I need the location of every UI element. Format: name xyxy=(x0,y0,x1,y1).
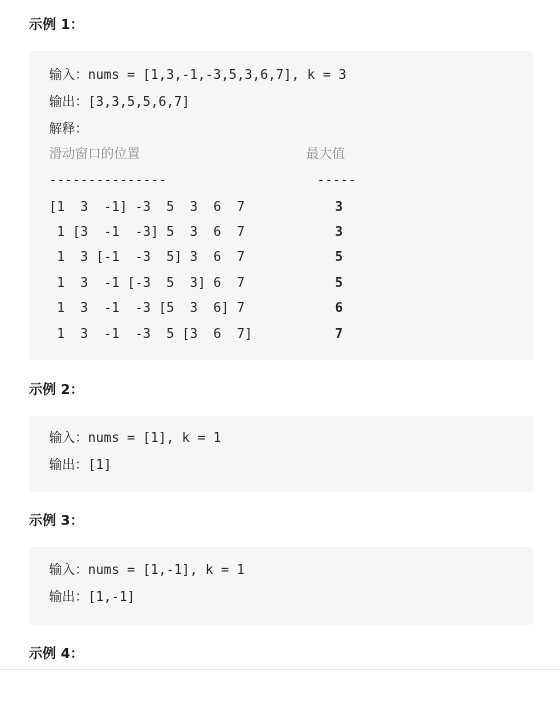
max-value: 5 xyxy=(335,276,343,291)
table-separator-window: --------------- xyxy=(49,173,167,188)
explain-label: 解释： xyxy=(49,122,89,137)
window-row: 1 3 [-1 -3 5] 3 6 7 xyxy=(49,250,245,265)
example-2-input-line xyxy=(49,430,221,448)
max-value: 3 xyxy=(335,200,343,215)
table-header-window: 滑动窗口的位置 xyxy=(49,147,141,162)
example-1-output-line xyxy=(49,94,190,112)
example-2-heading: 示例 2： xyxy=(29,382,84,398)
input-value: nums = [1,-1], k = 1 xyxy=(88,563,245,578)
input-value: nums = [1], k = 1 xyxy=(88,431,222,446)
example-3-output-line xyxy=(49,589,135,607)
example-2-output-line xyxy=(49,457,112,475)
output-value: [1] xyxy=(88,458,112,473)
output-value: [1,-1] xyxy=(88,590,135,605)
example-3-heading: 示例 3： xyxy=(29,513,84,529)
output-label: 输出： xyxy=(49,458,89,473)
input-value: nums = [1,3,-1,-3,5,3,6,7], k = 3 xyxy=(88,68,347,83)
window-row: [1 3 -1] -3 5 3 6 7 xyxy=(49,200,245,215)
bottom-divider xyxy=(0,669,560,670)
table-separator-max: ----- xyxy=(317,173,357,188)
example-2-code-block xyxy=(29,416,533,492)
output-value: [3,3,5,5,6,7] xyxy=(88,95,190,110)
input-label: 输入： xyxy=(49,563,89,578)
window-row: 1 3 -1 [-3 5 3] 6 7 xyxy=(49,276,245,291)
example-1-input-line xyxy=(49,67,346,85)
max-value: 5 xyxy=(335,250,343,265)
window-row: 1 [3 -1 -3] 5 3 6 7 xyxy=(49,225,245,240)
max-value: 3 xyxy=(335,225,343,240)
table-header-max: 最大值 xyxy=(306,147,346,162)
example-1-explain-line xyxy=(49,121,88,139)
example-3-code-block xyxy=(29,547,533,625)
window-row: 1 3 -1 -3 [5 3 6] 7 xyxy=(49,301,245,316)
output-label: 输出： xyxy=(49,95,89,110)
example-1-code-block xyxy=(29,51,533,360)
max-value: 7 xyxy=(335,327,343,342)
input-label: 输入： xyxy=(49,431,89,446)
example-1-heading: 示例 1： xyxy=(29,17,84,33)
window-row: 1 3 -1 -3 5 [3 6 7] xyxy=(49,327,253,342)
example-4-heading: 示例 4： xyxy=(29,646,84,662)
max-value: 6 xyxy=(335,301,343,316)
input-label: 输入： xyxy=(49,68,89,83)
output-label: 输出： xyxy=(49,590,89,605)
example-3-input-line xyxy=(49,562,245,580)
